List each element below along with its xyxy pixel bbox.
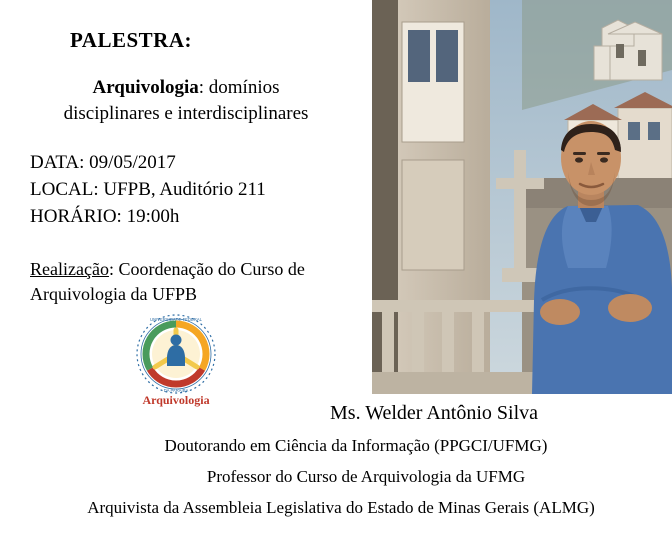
lecture-subtitle-keyword: Arquivologia <box>92 77 199 98</box>
event-place: LOCAL: UFPB, Auditório 211 <box>30 179 266 201</box>
organizer-block <box>30 257 358 307</box>
event-time: HORÁRIO: 19:00h <box>30 206 180 228</box>
lecture-subtitle <box>14 75 358 126</box>
svg-text:DA PARAÍBA: DA PARAÍBA <box>163 388 189 393</box>
organizer-rest: : Coordenação do Curso de <box>108 259 305 280</box>
organizer-line2: Arquivologia da UFPB <box>30 284 198 305</box>
page-title: PALESTRA: <box>70 28 192 52</box>
speaker-name: Ms. Welder Antônio Silva <box>330 402 539 424</box>
lecture-subtitle-rest: : domínios <box>198 77 280 98</box>
lecture-subtitle-line2: disciplinares e interdisciplinares <box>63 102 309 124</box>
speaker-photo <box>372 0 672 394</box>
logo-wordmark: Arquivologia <box>142 393 210 407</box>
event-details <box>30 150 358 231</box>
speaker-credential-2: Professor do Curso de Arquivologia da UFMG <box>206 467 526 486</box>
speaker-credential-3: Arquivista da Assembleia Legislativa do Estado de Minas Gerais (ALMG) <box>87 498 595 517</box>
organizer-label: Realização <box>30 259 109 280</box>
speaker-credential-1: Doutorando em Ciência da Informação (PPGCI/UFMG) <box>164 436 548 455</box>
event-date: DATA: 09/05/2017 <box>30 152 176 174</box>
speaker-caption <box>0 394 672 518</box>
svg-text:UNIVERSIDADE FEDERAL: UNIVERSIDADE FEDERAL <box>150 317 202 322</box>
